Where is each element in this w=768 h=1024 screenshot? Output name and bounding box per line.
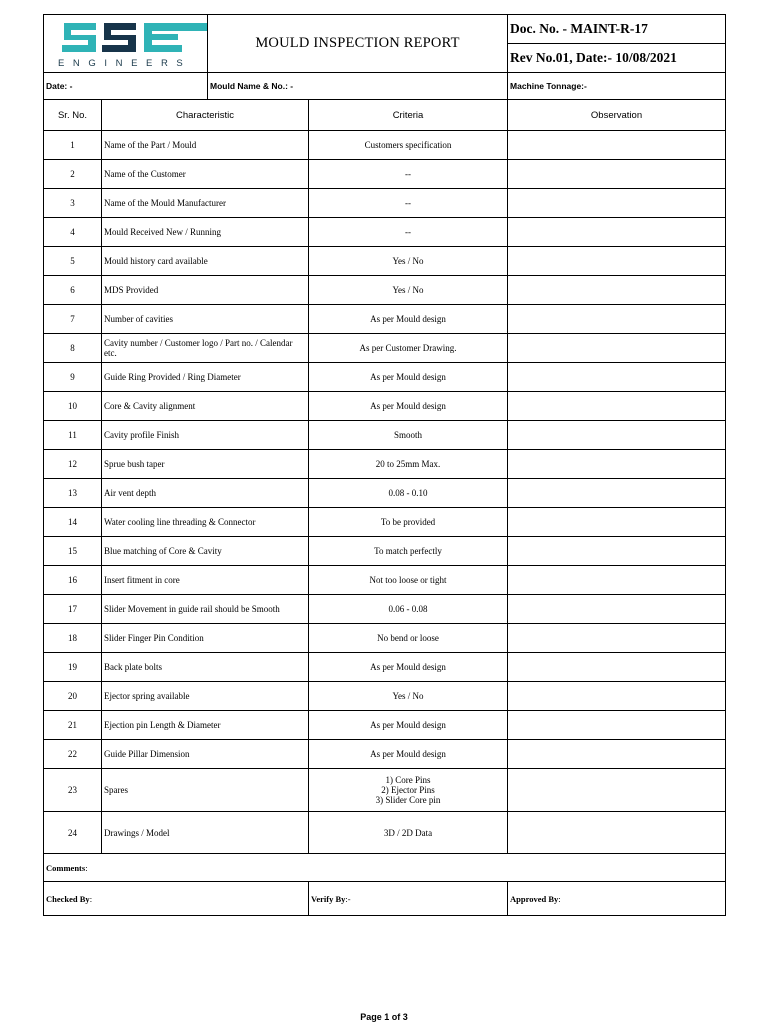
col-header-observation: Observation [508,100,726,131]
row-sr: 10 [44,392,102,421]
row-criteria: 3D / 2D Data [309,812,508,854]
row-sr: 14 [44,508,102,537]
row-observation[interactable] [508,392,726,421]
doc-number: Doc. No. - MAINT-R-17 [508,15,726,44]
row-observation[interactable] [508,566,726,595]
row-criteria [309,769,508,812]
row-observation[interactable] [508,450,726,479]
col-header-sr: Sr. No. [44,100,102,131]
row-characteristic: Drawings / Model [102,812,309,854]
col-header-criteria: Criteria [309,100,508,131]
row-characteristic: Ejection pin Length & Diameter [102,711,309,740]
row-characteristic: Back plate bolts [102,653,309,682]
table-row [44,812,726,854]
table-row [44,653,726,682]
row-criteria: Smooth [309,421,508,450]
row-sr: 21 [44,711,102,740]
row-sr: 23 [44,769,102,812]
row-criteria: Yes / No [309,276,508,305]
row-sr: 15 [44,537,102,566]
criteria-line: 2) Ejector Pins [381,785,435,795]
table-row [44,160,726,189]
row-sr: 1 [44,131,102,160]
row-observation[interactable] [508,247,726,276]
row-sr: 16 [44,566,102,595]
table-row [44,711,726,740]
row-observation[interactable] [508,305,726,334]
row-sr: 2 [44,160,102,189]
revision-date: Rev No.01, Date:- 10/08/2021 [508,44,726,73]
table-row [44,247,726,276]
row-characteristic: Name of the Customer [102,160,309,189]
row-observation[interactable] [508,131,726,160]
row-sr: 24 [44,812,102,854]
table-row [44,189,726,218]
machine-tonnage-field[interactable]: Machine Tonnage:- [508,73,726,100]
row-sr: 4 [44,218,102,247]
row-characteristic: Air vent depth [102,479,309,508]
row-characteristic: Guide Ring Provided / Ring Diameter [102,363,309,392]
row-sr: 18 [44,624,102,653]
verify-by-label: Verify By [311,893,346,904]
row-sr: 11 [44,421,102,450]
row-observation[interactable] [508,218,726,247]
approved-by-sep: : [558,893,561,904]
row-characteristic: Mould history card available [102,247,309,276]
criteria-line: 1) Core Pins [385,775,431,785]
table-row [44,508,726,537]
row-observation[interactable] [508,812,726,854]
checked-by-sep: : [89,893,93,904]
verify-by-field[interactable] [309,882,508,916]
criteria-line: 3) Slider Core pin [375,795,441,805]
row-sr: 12 [44,450,102,479]
table-row [44,305,726,334]
row-sr: 9 [44,363,102,392]
row-characteristic: Slider Movement in guide rail should be Smooth [102,595,309,624]
table-row [44,276,726,305]
row-criteria: Yes / No [309,247,508,276]
mould-name-field[interactable]: Mould Name & No.: - [208,73,508,100]
page-number: Page 1 of 3 [360,1012,408,1022]
table-row [44,537,726,566]
row-observation[interactable] [508,740,726,769]
row-characteristic: Water cooling line threading & Connector [102,508,309,537]
table-row [44,421,726,450]
table-row [44,479,726,508]
row-criteria: As per Mould design [309,305,508,334]
row-characteristic: Core & Cavity alignment [102,392,309,421]
row-criteria: Not too loose or tight [309,566,508,595]
row-criteria: To be provided [309,508,508,537]
checked-by-field[interactable] [44,882,309,916]
row-criteria: Customers specification [309,131,508,160]
row-characteristic: Name of the Part / Mould [102,131,309,160]
row-observation[interactable] [508,624,726,653]
row-criteria: As per Mould design [309,711,508,740]
table-row [44,682,726,711]
checked-by-label: Checked By [46,893,90,904]
row-observation[interactable] [508,276,726,305]
row-criteria: -- [309,189,508,218]
verify-by-sep: :- [345,893,351,904]
table-row [44,769,726,812]
row-characteristic: Blue matching of Core & Cavity [102,537,309,566]
col-header-characteristic: Characteristic [102,100,309,131]
row-observation[interactable] [508,653,726,682]
table-row [44,624,726,653]
row-criteria: Yes / No [309,682,508,711]
comments-label: Comments [46,862,86,873]
row-criteria: 0.08 - 0.10 [309,479,508,508]
row-sr: 20 [44,682,102,711]
table-row [44,218,726,247]
row-observation[interactable] [508,334,726,363]
row-observation[interactable] [508,711,726,740]
row-characteristic: Cavity number / Customer logo / Part no. / Calendar etc. [102,334,309,363]
row-criteria: No bend or loose [309,624,508,653]
table-row [44,363,726,392]
row-observation[interactable] [508,421,726,450]
row-criteria: As per Mould design [309,653,508,682]
row-sr: 13 [44,479,102,508]
row-criteria: As per Mould design [309,363,508,392]
row-criteria: As per Mould design [309,392,508,421]
row-characteristic: Ejector spring available [102,682,309,711]
row-sr: 8 [44,334,102,363]
row-characteristic: Number of cavities [102,305,309,334]
report-title: MOULD INSPECTION REPORT [208,15,508,73]
row-observation[interactable] [508,189,726,218]
row-criteria: 0.06 - 0.08 [309,595,508,624]
row-observation[interactable] [508,479,726,508]
row-sr: 3 [44,189,102,218]
row-observation[interactable] [508,363,726,392]
row-characteristic: Cavity profile Finish [102,421,309,450]
row-criteria: As per Customer Drawing. [309,334,508,363]
row-observation[interactable] [508,769,726,812]
table-row [44,334,726,363]
row-criteria: -- [309,218,508,247]
table-row [44,566,726,595]
inspection-table [43,14,726,916]
comments-sep: : [85,862,88,873]
row-characteristic: Sprue bush taper [102,450,309,479]
approved-by-label: Approved By [510,893,559,904]
date-field[interactable]: Date: - [44,73,208,100]
logo-cell [44,15,208,73]
row-criteria: -- [309,160,508,189]
row-observation[interactable] [508,682,726,711]
row-criteria: 20 to 25mm Max. [309,450,508,479]
table-row [44,450,726,479]
row-criteria: To match perfectly [309,537,508,566]
row-sr: 22 [44,740,102,769]
row-characteristic: Insert fitment in core [102,566,309,595]
row-sr: 6 [44,276,102,305]
logo-subtitle: ENGINEERS [58,58,192,69]
row-characteristic: Guide Pillar Dimension [102,740,309,769]
row-observation[interactable] [508,595,726,624]
row-characteristic: Mould Received New / Running [102,218,309,247]
row-criteria: As per Mould design [309,740,508,769]
table-row [44,740,726,769]
approved-by-field[interactable] [508,882,726,916]
table-row [44,392,726,421]
row-sr: 7 [44,305,102,334]
row-observation[interactable] [508,537,726,566]
row-sr: 17 [44,595,102,624]
table-row [44,595,726,624]
comments-field[interactable] [44,854,726,882]
row-observation[interactable] [508,508,726,537]
row-characteristic: MDS Provided [102,276,309,305]
row-sr: 19 [44,653,102,682]
table-row [44,131,726,160]
row-observation[interactable] [508,160,726,189]
row-characteristic: Spares [102,769,309,812]
row-characteristic: Slider Finger Pin Condition [102,624,309,653]
row-characteristic: Name of the Mould Manufacturer [102,189,309,218]
company-logo [54,19,208,59]
row-sr: 5 [44,247,102,276]
